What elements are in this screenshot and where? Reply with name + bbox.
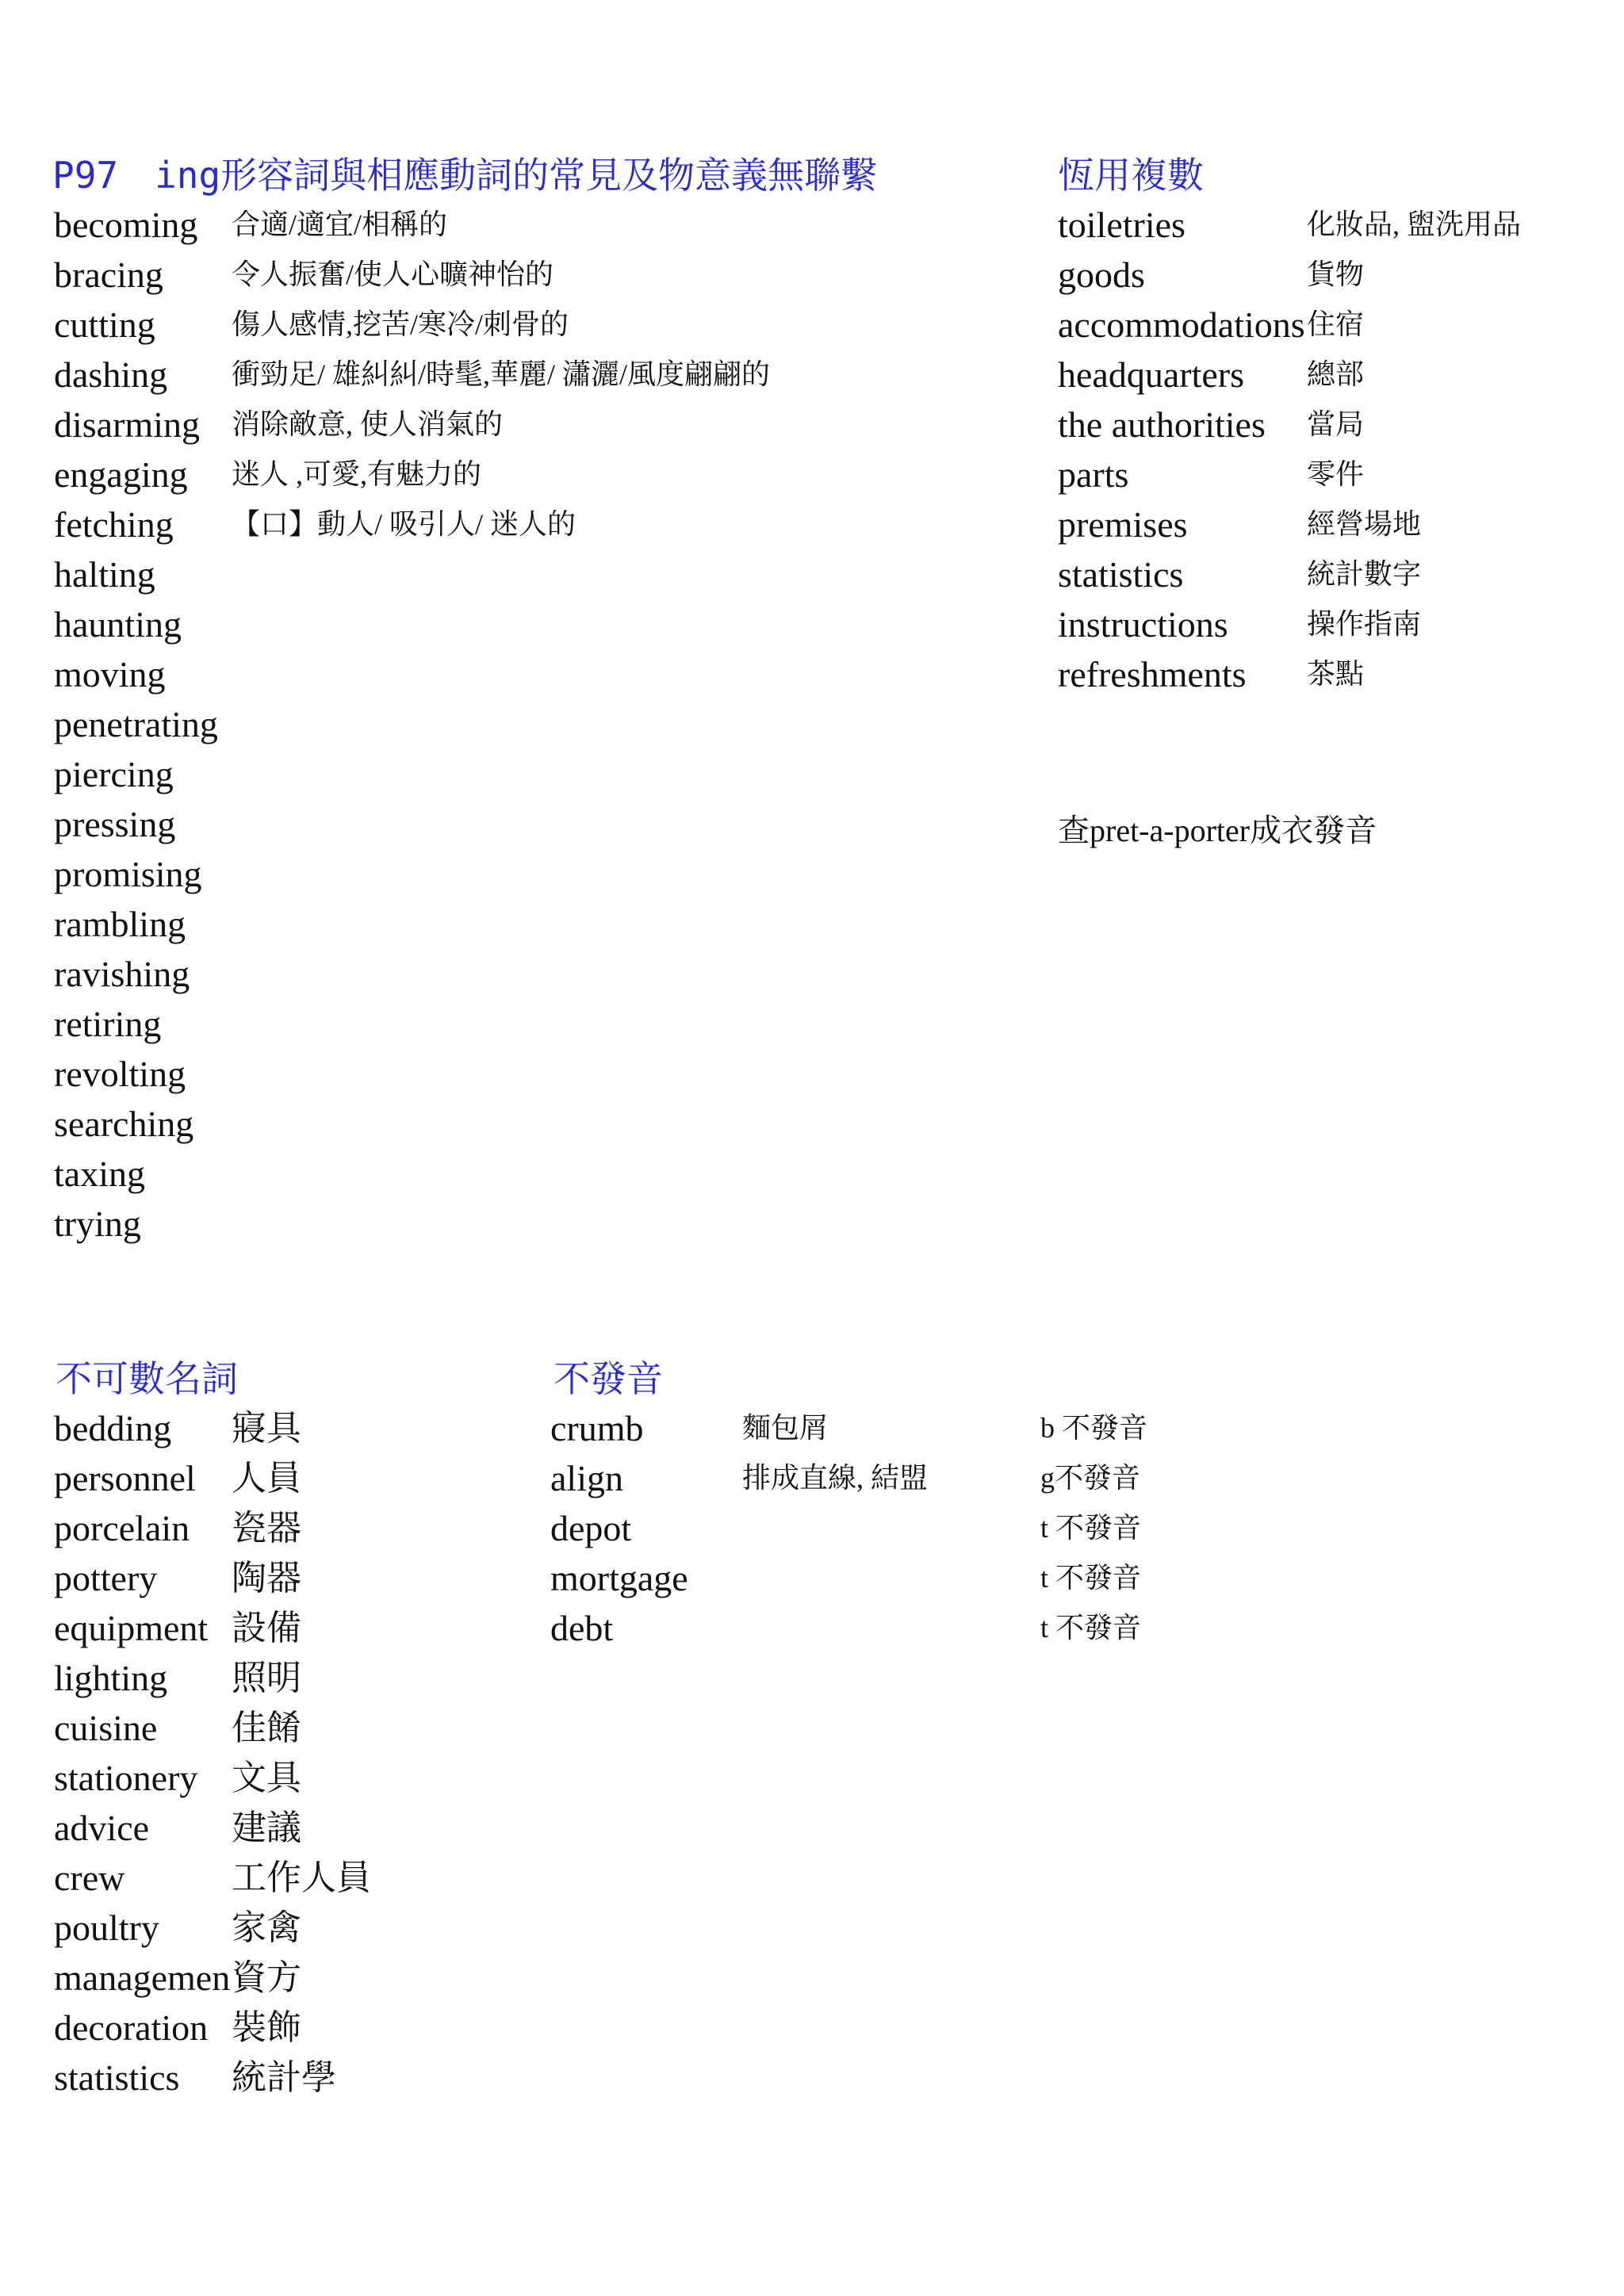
word: haunting	[54, 604, 182, 645]
meaning: 操作指南	[1307, 608, 1422, 640]
meaning: 令人振奮/使人心曠神怡的	[232, 258, 554, 290]
word: depot	[550, 1508, 632, 1548]
word: personnel	[54, 1458, 196, 1498]
meaning: 迷人 ,可愛,有魅力的	[232, 458, 482, 490]
word: dashing	[54, 354, 168, 395]
word: disarming	[54, 404, 200, 445]
word: porcelain	[54, 1508, 190, 1548]
word: becoming	[54, 205, 198, 245]
silent-letter-note: b 不發音	[1040, 1412, 1148, 1444]
word: revolting	[54, 1054, 186, 1094]
word: fetching	[54, 504, 174, 545]
word: pressing	[54, 804, 176, 844]
meaning: 照明	[232, 1659, 301, 1697]
meaning: 家禽	[232, 1908, 301, 1947]
word: debt	[550, 1608, 614, 1648]
pronunciation-note: 查pret-a-porter成衣發音	[1058, 813, 1377, 848]
word: managemen	[54, 1957, 230, 1998]
meaning: 貨物	[1307, 258, 1365, 290]
meaning: 人員	[232, 1459, 301, 1498]
meaning: 茶點	[1307, 658, 1365, 690]
word: poultry	[54, 1908, 159, 1948]
word: stationery	[54, 1758, 198, 1798]
word: advice	[54, 1808, 150, 1848]
word: moving	[54, 654, 166, 695]
meaning: 傷人感情,挖苦/寒冷/刺骨的	[232, 308, 569, 340]
word: premises	[1058, 504, 1188, 545]
word: statistics	[54, 2057, 180, 2098]
meaning: 工作人員	[232, 1858, 371, 1897]
word: the authorities	[1058, 404, 1266, 445]
word: searching	[54, 1104, 194, 1144]
word: crew	[54, 1858, 125, 1898]
meaning: 佳餚	[232, 1709, 301, 1747]
meaning: 零件	[1307, 458, 1365, 490]
meaning: 陶器	[232, 1559, 301, 1598]
word: accommodations	[1058, 304, 1305, 345]
word: bedding	[54, 1408, 172, 1448]
word: piercing	[54, 754, 174, 794]
word: lighting	[54, 1658, 168, 1698]
word: headquarters	[1058, 354, 1244, 395]
word: penetrating	[54, 704, 218, 744]
silent-letter-note: t 不發音	[1040, 1612, 1142, 1644]
meaning: 麵包屑	[742, 1412, 829, 1444]
word: mortgage	[550, 1558, 688, 1598]
plural-section-title: 恆用複數	[1058, 154, 1204, 197]
meaning: 總部	[1307, 358, 1365, 390]
meaning: 化妝品, 盥洗用品	[1307, 209, 1522, 240]
word: align	[550, 1458, 623, 1498]
meaning: 排成直線, 結盟	[742, 1462, 929, 1494]
word: ravishing	[54, 954, 190, 994]
meaning: 統計數字	[1307, 558, 1422, 590]
silent-section-title: 不發音	[553, 1357, 663, 1400]
meaning: 住宿	[1307, 308, 1365, 340]
meaning: 衝勁足/ 雄糾糾/時髦,華麗/ 瀟灑/風度翩翩的	[232, 358, 771, 390]
meaning: 建議	[232, 1808, 301, 1847]
meaning: 消除敵意, 使人消氣的	[232, 408, 504, 440]
word: rambling	[54, 904, 186, 944]
silent-letter-note: t 不發音	[1040, 1512, 1142, 1544]
word: trying	[54, 1203, 141, 1244]
word: pottery	[54, 1558, 158, 1598]
meaning: 文具	[232, 1758, 301, 1797]
word: bracing	[54, 254, 163, 295]
meaning: 統計學	[232, 2058, 336, 2097]
word: taxing	[54, 1154, 145, 1194]
meaning: 裝飾	[232, 2008, 301, 2047]
meaning: 資方	[232, 1958, 301, 1997]
meaning: 設備	[232, 1609, 301, 1647]
word: promising	[54, 854, 202, 894]
meaning: 寢具	[232, 1409, 301, 1448]
word: toiletries	[1058, 205, 1185, 245]
meaning: 合適/適宜/相稱的	[232, 209, 448, 240]
meaning: 經營場地	[1307, 508, 1422, 540]
silent-letter-note: t 不發音	[1040, 1562, 1142, 1594]
silent-letter-note: g不發音	[1040, 1462, 1141, 1494]
word: equipment	[54, 1608, 209, 1648]
uncountable-section-title: 不可數名詞	[56, 1357, 238, 1400]
word: crumb	[550, 1408, 644, 1448]
word: goods	[1058, 254, 1145, 295]
ing-section-title: P97 ing形容詞與相應動詞的常見及物意義無聯繫	[52, 154, 878, 197]
word: parts	[1058, 454, 1129, 495]
word: retiring	[54, 1004, 162, 1044]
word: cuisine	[54, 1708, 158, 1748]
word: cutting	[54, 304, 155, 345]
meaning: 當局	[1307, 408, 1365, 440]
word: halting	[54, 554, 155, 595]
word: instructions	[1058, 604, 1228, 645]
meaning: 瓷器	[232, 1509, 301, 1548]
word: decoration	[54, 2007, 209, 2048]
word: statistics	[1058, 554, 1184, 595]
word: refreshments	[1058, 654, 1247, 695]
word: engaging	[54, 454, 188, 495]
meaning: 【口】動人/ 吸引人/ 迷人的	[232, 508, 576, 540]
